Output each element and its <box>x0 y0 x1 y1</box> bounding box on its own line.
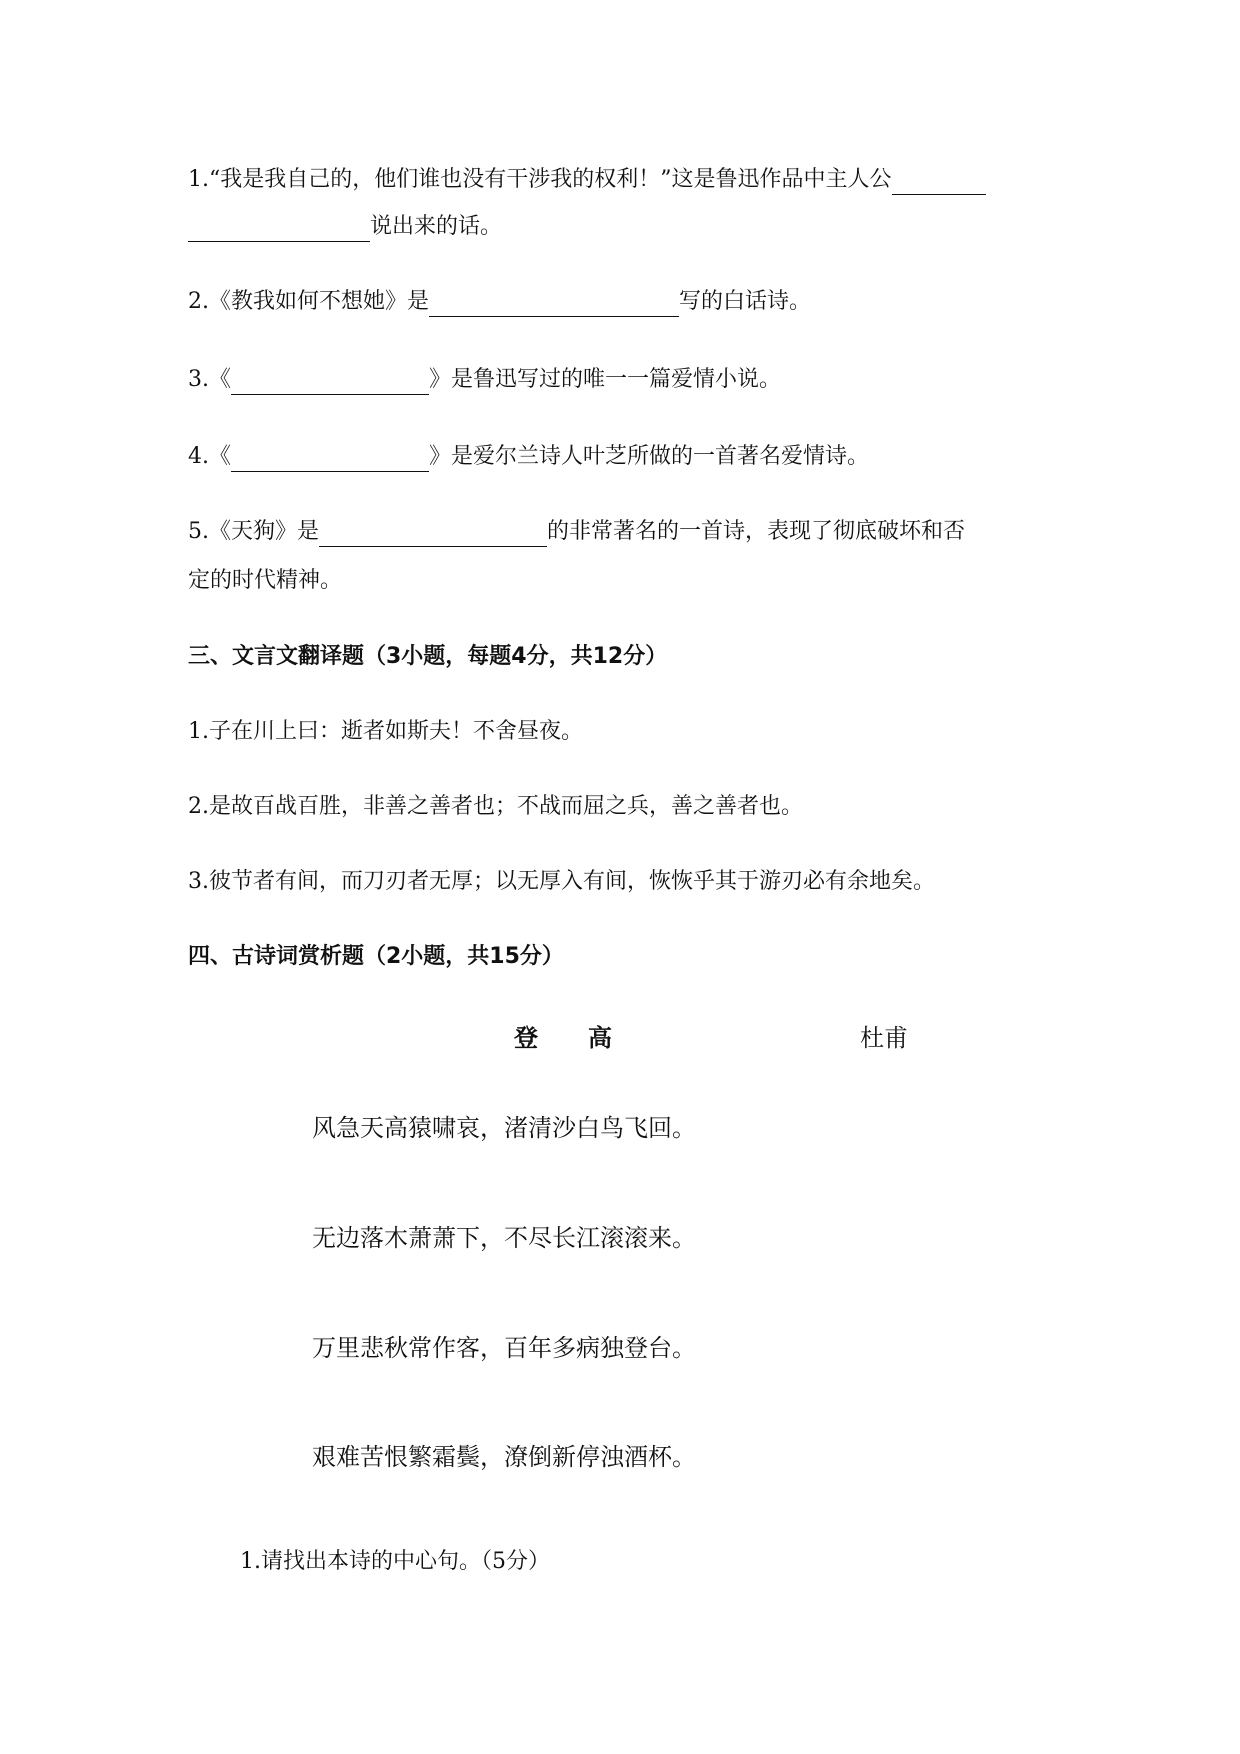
question-5-post: 的非常著名的一首诗，表现了彻底破坏和否 <box>547 519 966 544</box>
poem-line-1: 风急天高猿啸哀，渚清沙白鸟飞回。 <box>312 1114 696 1142</box>
poem-line-3: 万里悲秋常作客，百年多病独登台。 <box>312 1334 696 1362</box>
section-3-item-1: 1.子在川上曰：逝者如斯夫！不舍昼夜。 <box>188 719 583 744</box>
poem-line-2: 无边落木萧萧下，不尽长江滚滚来。 <box>312 1224 696 1252</box>
poem-title-char-2: 高 <box>588 1024 612 1052</box>
section-3-item-2: 2.是故百战百胜，非善之善者也；不战而屈之兵，善之善者也。 <box>188 794 803 819</box>
section-3-item-3: 3.彼节者有间，而刀刃者无厚；以无厚入有间，恢恢乎其于游刃必有余地矣。 <box>188 869 935 894</box>
question-4-pre: 《 <box>209 444 232 469</box>
question-5-blank[interactable] <box>319 520 547 547</box>
question-3-blank[interactable] <box>231 368 429 395</box>
question-3-number: 3. <box>188 367 209 392</box>
question-3 <box>188 365 781 395</box>
question-5-pre: 《天狗》是 <box>209 519 320 544</box>
question-4-number: 4. <box>188 444 209 469</box>
question-2 <box>188 287 811 317</box>
section-4-question-1: 1.请找出本诗的中心句。（5分） <box>240 1549 550 1574</box>
question-3-pre: 《 <box>209 367 232 392</box>
question-4 <box>188 442 869 472</box>
question-1-line-2 <box>188 212 502 242</box>
question-1-blank-b[interactable] <box>188 215 370 242</box>
poem-line-4: 艰难苦恨繁霜鬓，潦倒新停浊酒杯。 <box>312 1443 696 1471</box>
question-1-line-1 <box>188 165 986 195</box>
question-2-pre: 《教我如何不想她》是 <box>209 289 430 314</box>
question-5-line-1 <box>188 517 965 547</box>
section-4-heading: 四、古诗词赏析题（2小题，共15分） <box>188 944 564 969</box>
question-5-number: 5. <box>188 519 209 544</box>
section-3-heading: 三、文言文翻译题（3小题，每题4分，共12分） <box>188 644 668 669</box>
question-2-blank[interactable] <box>429 290 679 317</box>
question-4-post: 》是爱尔兰诗人叶芝所做的一首著名爱情诗。 <box>429 444 870 469</box>
question-2-post: 写的白话诗。 <box>679 289 812 314</box>
question-5-line-2 <box>188 566 342 596</box>
poem-title-char-1: 登 <box>514 1024 538 1052</box>
question-1-number: 1. <box>188 167 209 192</box>
question-5-tail: 定的时代精神。 <box>188 568 343 593</box>
question-1-text: “我是我自己的，他们谁也没有干涉我的权利！”这是鲁迅作品中主人公 <box>209 167 892 192</box>
question-1-tail: 说出来的话。 <box>370 214 503 239</box>
question-2-number: 2. <box>188 289 209 314</box>
question-1-blank-a[interactable] <box>892 168 986 195</box>
question-3-post: 》是鲁迅写过的唯一一篇爱情小说。 <box>429 367 782 392</box>
question-4-blank[interactable] <box>231 445 429 472</box>
poem-author: 杜甫 <box>860 1024 908 1052</box>
